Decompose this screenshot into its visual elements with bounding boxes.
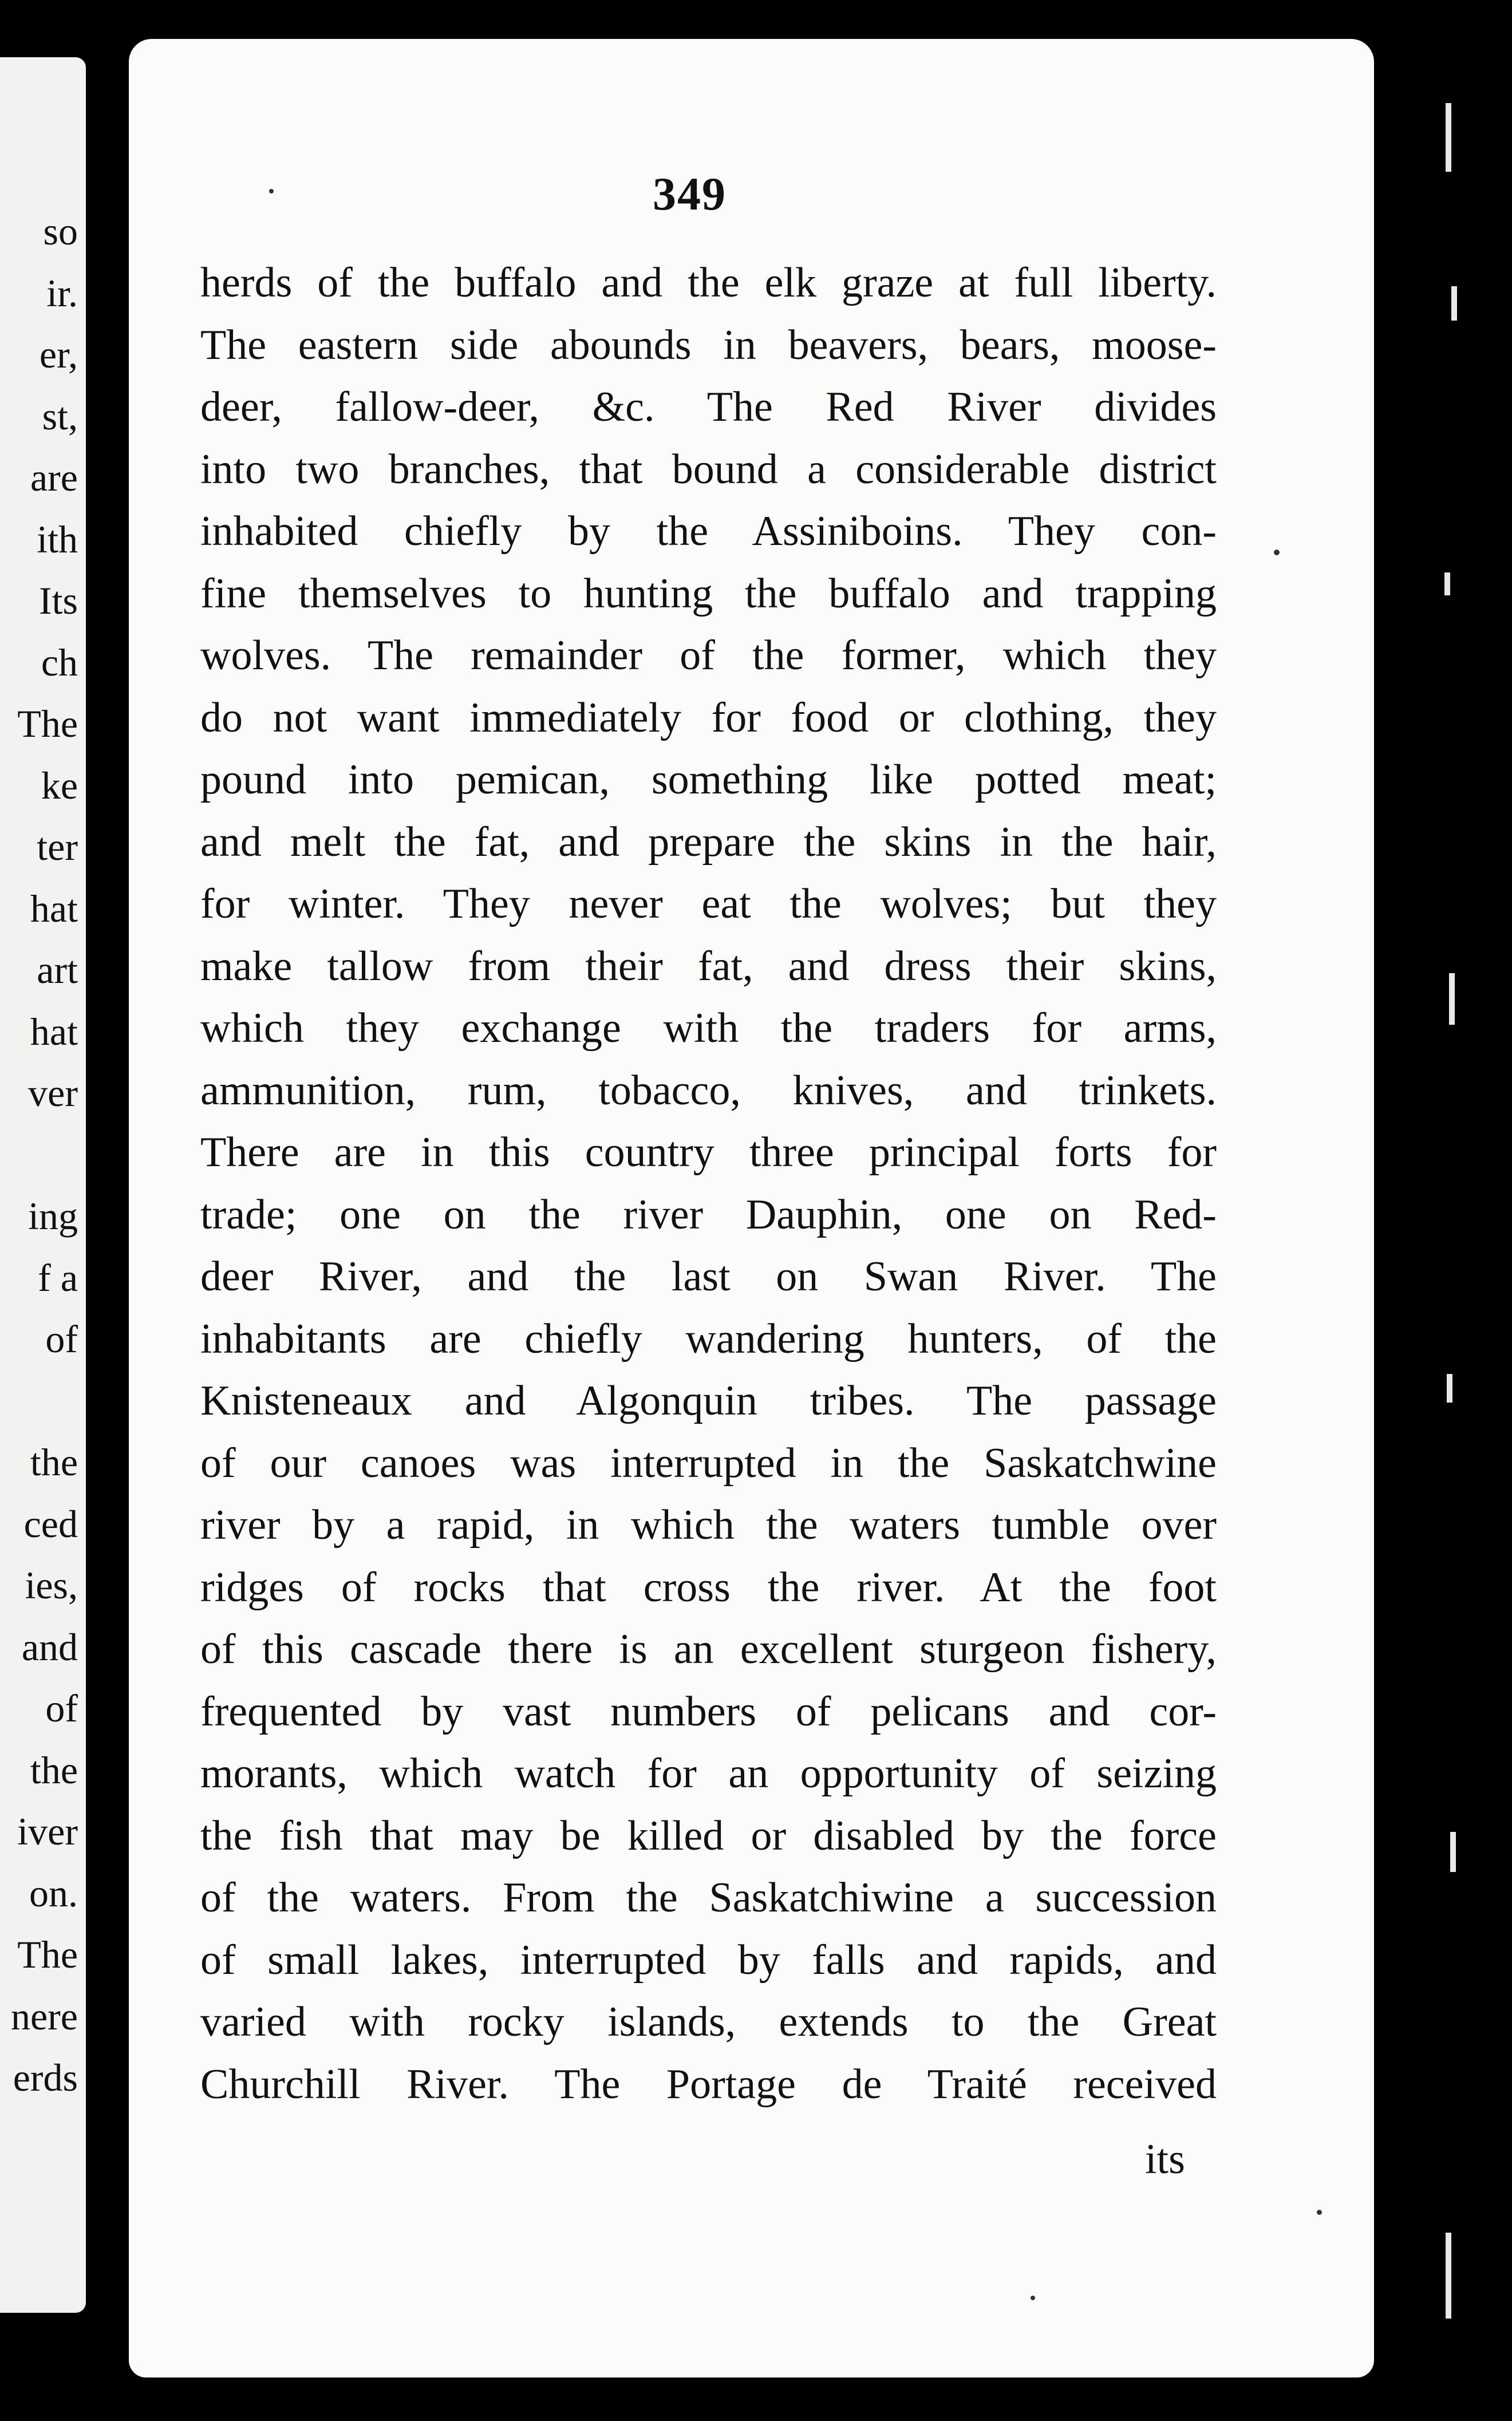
left-page-fragment: The xyxy=(17,1933,78,1976)
left-page-fragment: ing xyxy=(28,1194,78,1238)
left-page-fragment: are xyxy=(30,456,78,499)
page-number: 349 xyxy=(653,168,727,220)
page-edge-texture xyxy=(1434,57,1468,2347)
text-line: ammunition, rum, tobacco, knives, and trinkets. xyxy=(200,1067,1217,1114)
left-page-fragment: nere xyxy=(10,1994,78,2038)
left-page-fragment: Its xyxy=(39,579,78,622)
text-line: trade; one on the river Dauphin, one on Red- xyxy=(200,1191,1217,1238)
text-line: deer River, and the last on Swan River. The xyxy=(200,1253,1217,1300)
left-page-fragment: and xyxy=(21,1625,78,1669)
text-line: deer, fallow-deer, &c. The Red River divides xyxy=(200,384,1217,431)
text-line: There are in this country three principal forts for xyxy=(200,1129,1217,1176)
text-line: wolves. The remainder of the former, which they xyxy=(200,632,1217,679)
print-speck xyxy=(269,189,274,193)
left-page-fragment: er, xyxy=(39,333,78,376)
left-page-fragment: art xyxy=(37,948,78,992)
left-page-fragment: of xyxy=(45,1317,78,1361)
text-line: the fish that may be killed or disabled by the force xyxy=(200,1812,1217,1859)
text-line: do not want immediately for food or clothing, they xyxy=(200,694,1217,741)
text-line: Knisteneaux and Algonquin tribes. The passage xyxy=(200,1377,1217,1424)
print-speck xyxy=(1274,550,1280,555)
left-page-fragment: of xyxy=(45,1687,78,1730)
catchword: its xyxy=(1145,2136,1185,2183)
left-page-fragment: st, xyxy=(42,394,78,438)
text-line: herds of the buffalo and the elk graze at full liberty. xyxy=(200,259,1217,306)
left-page-fragment: hat xyxy=(30,886,78,930)
text-line: of the waters. From the Saskatchiwine a succession xyxy=(200,1874,1217,1921)
text-line: The eastern side abounds in beavers, bears, moose- xyxy=(200,321,1217,369)
print-speck xyxy=(1317,2210,1322,2215)
text-line: which they exchange with the traders for arms, xyxy=(200,1005,1217,1052)
left-page-fragment: the xyxy=(30,1748,78,1792)
text-line: inhabitants are chiefly wandering hunters, of the xyxy=(200,1315,1217,1362)
text-line: of small lakes, interrupted by falls and rapids, and xyxy=(200,1936,1217,1984)
body-text xyxy=(200,252,1217,2115)
left-page-fragment: on. xyxy=(29,1871,78,1915)
left-page-fragment: The xyxy=(17,702,78,745)
left-page-fragment: ter xyxy=(37,825,78,868)
left-page-fragment: f a xyxy=(38,1255,78,1300)
text-line: varied with rocky islands, extends to the Great xyxy=(200,1999,1217,2045)
left-facing-page xyxy=(0,57,86,2313)
text-line: morants, which watch for an opportunity of seizing xyxy=(200,1750,1217,1797)
text-line: inhabited chiefly by the Assiniboins. They con- xyxy=(200,508,1217,555)
left-page-fragment: so xyxy=(43,210,78,253)
text-line: make tallow from their fat, and dress their skins, xyxy=(200,942,1217,990)
left-page-fragment: ke xyxy=(41,763,78,807)
text-line: and melt the fat, and prepare the skins in the hair, xyxy=(200,818,1217,866)
text-line: of this cascade there is an excellent sturgeon fishery, xyxy=(200,1626,1217,1673)
left-page-fragment: hat xyxy=(30,1009,78,1053)
left-page-fragment: ch xyxy=(41,640,78,684)
text-line: of our canoes was interrupted in the Saskatchwine xyxy=(200,1439,1217,1487)
left-page-fragment: erds xyxy=(13,2056,78,2099)
left-page-fragment: iver xyxy=(17,1810,78,1853)
text-line: river by a rapid, in which the waters tumble over xyxy=(200,1502,1217,1549)
left-page-fragment: ith xyxy=(37,517,78,561)
left-page-fragment: the xyxy=(30,1440,78,1484)
text-line: fine themselves to hunting the buffalo and trapping xyxy=(200,570,1217,617)
text-line: frequented by vast numbers of pelicans and cor- xyxy=(200,1688,1217,1735)
text-line: for winter. They never eat the wolves; but they xyxy=(200,880,1217,927)
text-line: into two branches, that bound a considerable district xyxy=(200,445,1217,493)
text-line: pound into pemican, something like potted meat; xyxy=(200,756,1217,803)
print-speck xyxy=(1031,2296,1035,2300)
left-page-fragment: ver xyxy=(28,1071,78,1115)
text-line: ridges of rocks that cross the river. At the foot xyxy=(200,1563,1217,1611)
left-page-fragment: ced xyxy=(23,1502,78,1546)
left-page-fragment: ir. xyxy=(46,271,78,315)
left-page-fragment: ies, xyxy=(25,1563,78,1607)
text-line: Churchill River. The Portage de Traité received xyxy=(200,2060,1217,2108)
